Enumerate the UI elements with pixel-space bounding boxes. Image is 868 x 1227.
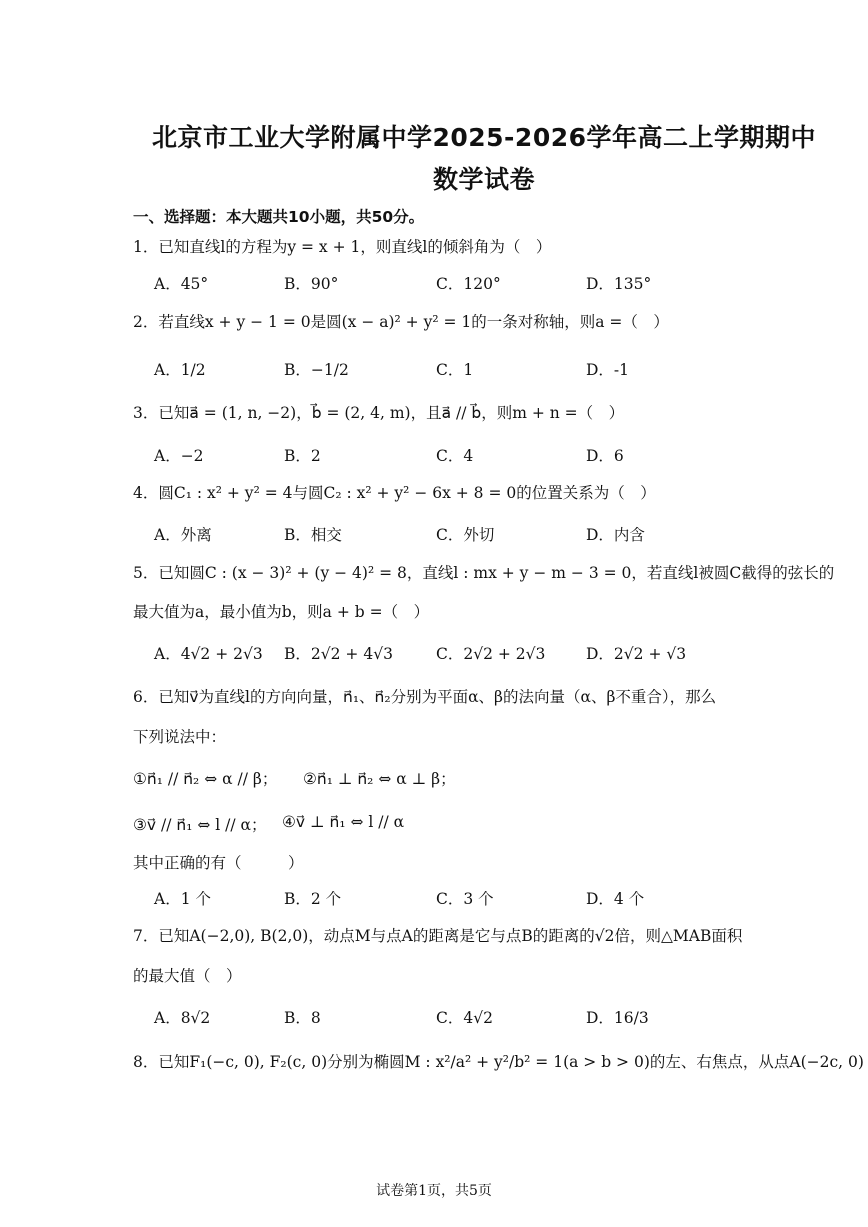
question-4-option-b: B．相交 [284,526,342,544]
question-6-option-b: B．2 个 [284,890,342,908]
exam-subtitle: 数学试卷 [432,165,535,194]
question-5-option-a: A．4√2 + 2√3 [154,645,263,663]
question-8-stem-line1: 8．已知F₁(−c, 0), F₂(c, 0)分别为椭圆M : x²/a² + y²/b² = 1(a > b > 0)的左、右焦点，从点A(−2c, 0) [133,1053,864,1071]
question-3-options [154,444,754,468]
question-5-stem-line2: 最大值为a，最小值为b，则a + b =（ ） [133,603,430,621]
question-6-item-3: ③v⃗ // n⃗₁ ⇔ l // α； [133,816,267,834]
question-5-option-c: C．2√2 + 2√3 [436,645,546,663]
question-6-item-4: ④v⃗ ⊥ n⃗₁ ⇔ l // α [282,813,405,831]
question-1-option-a: A．45° [154,275,209,293]
question-7-option-b: B．8 [284,1009,321,1027]
question-4-option-d: D．内含 [586,526,645,544]
exam-title: 北京市工业大学附属中学2025-2026学年高二上学期期中 [151,123,817,152]
question-6-options [154,887,754,911]
question-6-item-1: ①n⃗₁ // n⃗₂ ⇔ α // β； [133,770,278,788]
page-footer: 试卷第1页，共5页 [376,1183,492,1199]
question-5-stem-line1: 5．已知圆C : (x − 3)² + (y − 4)² = 8，直线l : mx + y − m − 3 = 0，若直线l被圆C截得的弦长的 [133,564,835,582]
question-6-option-a: A．1 个 [154,890,211,908]
question-3-option-a: A．−2 [154,447,204,465]
question-1-option-d: D．135° [586,275,652,293]
question-6-ask: 其中正确的有（ ） [133,854,304,872]
question-3-option-c: C．4 [436,447,474,465]
question-5-option-b: B．2√2 + 4√3 [284,645,393,663]
question-7-option-c: C．4√2 [436,1009,493,1027]
question-2-options [154,358,754,382]
question-6-option-c: C．3 个 [436,890,494,908]
question-3-stem: 3．已知a⃗ = (1, n, −2)，b⃗ = (2, 4, m)，且a⃗ // b⃗，则m + n =（ ） [133,404,625,422]
question-7-option-a: A．8√2 [154,1009,211,1027]
question-2-option-b: B．−1/2 [284,361,349,379]
question-3-option-d: D．6 [586,447,624,465]
question-1-option-c: C．120° [436,275,501,293]
question-3-option-b: B．2 [284,447,321,465]
question-2-option-a: A．1/2 [154,361,206,379]
question-2-option-d: D．-1 [586,361,630,379]
question-4-stem: 4．圆C₁ : x² + y² = 4与圆C₂ : x² + y² − 6x + 8 = 0的位置关系为（ ） [133,484,656,502]
question-1-option-b: B．90° [284,275,339,293]
question-1-options [154,272,754,296]
question-4-options [154,523,754,547]
question-5-option-d: D．2√2 + √3 [586,645,687,663]
question-2-stem: 2．若直线x + y − 1 = 0是圆(x − a)² + y² = 1的一条对称轴，则a =（ ） [133,313,669,331]
question-4-option-a: A．外离 [154,526,212,544]
question-7-stem-line2: 的最大值（ ） [133,967,242,985]
question-6-stem-line2: 下列说法中： [133,728,227,746]
question-6-option-d: D．4 个 [586,890,645,908]
section-heading: 一、选择题：本大题共10小题，共50分。 [133,208,425,226]
question-7-options [154,1006,754,1030]
question-6-item-2: ②n⃗₁ ⊥ n⃗₂ ⇔ α ⊥ β； [303,770,456,788]
question-4-option-c: C．外切 [436,526,495,544]
question-7-stem-line1: 7．已知A(−2,0), B(2,0)，动点M与点A的距离是它与点B的距离的√2倍，则△MAB面积 [133,927,743,945]
question-5-options [154,642,754,666]
question-2-option-c: C．1 [436,361,474,379]
question-7-option-d: D．16/3 [586,1009,649,1027]
question-6-stem-line1: 6．已知v⃗为直线l的方向向量，n⃗₁、n⃗₂分别为平面α、β的法向量（α、β不重合），那么 [133,688,717,706]
question-1-stem: 1．已知直线l的方程为y = x + 1，则直线l的倾斜角为（ ） [133,238,552,256]
